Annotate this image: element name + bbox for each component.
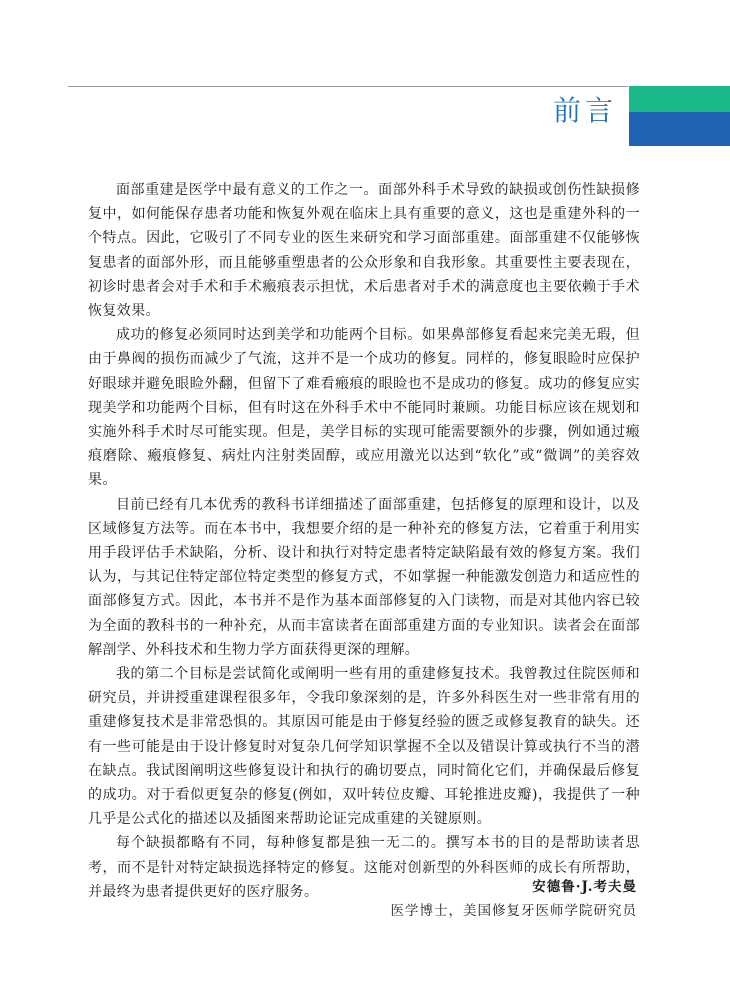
- author-credentials: 医学博士，美国修复牙医师学院研究员: [390, 903, 637, 919]
- header-rule: [68, 86, 628, 87]
- header-accent-bar-blue: [629, 112, 730, 146]
- signature-block: [391, 876, 638, 924]
- paragraph: 目前已经有几本优秀的教科书详细描述了面部重建，包括修复的原理和设计，以及区域修复方法等。而在本书中，我想要介绍的是一种补充的修复方法，它着重于利用实用手段评估手术缺陷，分析、设计和执行对特定患者特定缺陷最有效的修复方案。我们认为，与其记住特定部位特定类型的修复方式，不如掌握一种能激发创造力和适应性的面部修复方式。因此，本书并不是作为基本面部修复的入门读物，而是对其他内容已较为全面的教科书的一种补充，从而丰富读者在面部重建方面的专业知识。读者会在面部解剖学、外科技术和生物力学方面获得更深的理解。: [88, 496, 640, 658]
- header-accent-bar-green: [629, 86, 730, 112]
- paragraph: 我的第二个目标是尝试简化或阐明一些有用的重建修复技术。我曾教过住院医师和研究员，并讲授重建课程很多年，令我印象深刻的是，许多外科医生对一些非常有用的重建修复技术是非常恐惧的。其原因可能是由于修复经验的匮乏或修复教育的缺失。还有一些可能是由于设计修复时对复杂几何学知识掌握不全以及错误计算或执行不当的潜在缺点。我试图阐明这些修复设计和执行的确切要点，同时简化它们，并确保最后修复的成功。对于看似更复杂的修复(例如，双叶转位皮瓣、耳轮推进皮瓣)，我提供了一种几乎是公式化的描述以及插图来帮助论证完成重建的关键原则。: [88, 666, 640, 828]
- paragraph: 成功的修复必须同时达到美学和功能两个目标。如果鼻部修复看起来完美无瑕，但由于鼻阀的损伤而减少了气流，这并不是一个成功的修复。同样的，修复眼睑时应保护好眼球并避免眼睑外翻，但留下了难看瘢痕的眼睑也不是成功的修复。成功的修复应实现美学和功能两个目标，但有时这在外科手术中不能同时兼顾。功能目标应该在规划和实施外科手术时尽可能实现。但是，美学目标的实现可能需要额外的步骤，例如通过瘢痕磨除、瘢痕修复、病灶内注射类固醇，或应用激光以达到“软化”或“微调”的美容效果。: [88, 327, 640, 489]
- paragraph: 面部重建是医学中最有意义的工作之一。面部外科手术导致的缺损或创伤性缺损修复中，如何能保存患者功能和恢复外观在临床上具有重要的意义，这也是重建外科的一个特点。因此，它吸引了不同专业的医生来研究和学习面部重建。面部重建不仅能够恢复患者的面部外形，而且能够重塑患者的公众形象和自我形象。其重要性主要表现在，初诊时患者会对手术和手术瘢痕表示担忧，术后患者对手术的满意度也主要依赖于手术恢复效果。: [88, 182, 640, 320]
- preface-body: [88, 178, 640, 904]
- paragraph: 每个缺损都略有不同，每种修复都是独一无二的。撰写本书的目的是帮助读者思考，而不是针对特定缺损选择特定的修复。这能对创新型的外科医师的成长有所帮助，并最终为患者提供更好的医疗服务。: [88, 835, 640, 900]
- page-title: 前言: [553, 94, 618, 127]
- author-name: 安德鲁·J.考夫曼: [532, 879, 637, 895]
